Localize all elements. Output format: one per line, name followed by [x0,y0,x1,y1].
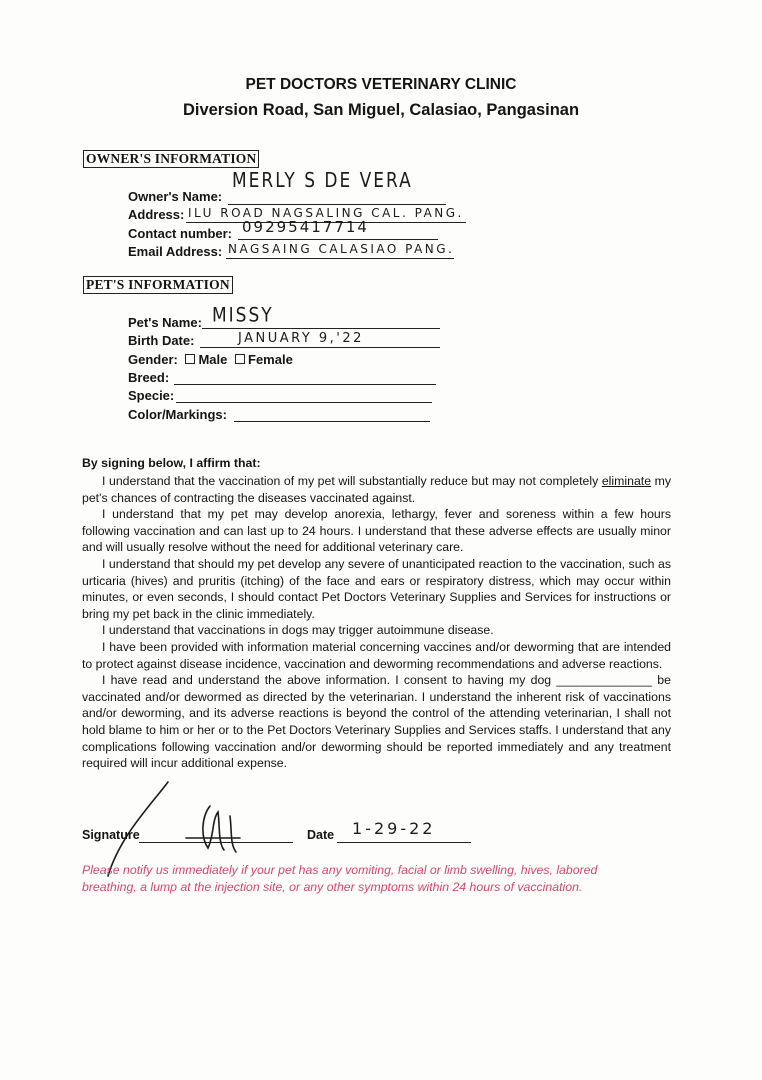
owner-name-value[interactable]: MERLY S DE VERA [232,169,413,193]
p1-text-end: my pet's chances of contracting the diseases vaccinated against. [82,474,672,505]
color-markings-line[interactable] [234,421,430,422]
owner-section-title: OWNER'S INFORMATION [83,150,259,168]
male-label: Male [198,352,228,367]
p6-text: I have read and understand the above information. I consent to having my dog [102,673,557,688]
affirmation-paragraph-2: I understand that my pet may develop anorexia, lethargy, fever and soreness within a few hours following vaccination and can last up to 24 hours. I understand that these adverse effects are usually minor and will usually resolve without the need for additional veterinary care. [82,507,671,555]
birth-date-value[interactable]: JANUARY 9,'22 [238,331,364,346]
female-label: Female [248,352,293,367]
email-address-line [226,258,454,259]
contact-number-line [238,239,438,240]
affirmation-body [82,473,671,772]
affirmation-paragraph-6 [82,672,671,772]
date-value[interactable]: 1-29-22 [352,819,436,838]
email-address-value[interactable]: NAGSAING CALASIAO PANG. [228,242,455,256]
pet-name-line [202,328,440,329]
gender-label: Gender: [128,352,178,367]
affirmation-paragraph-5: I have been provided with information material concerning vaccines and/or deworming that are intended to protect against disease incidence, vaccination and deworming recommendations and adverse reactions. [82,639,671,671]
pet-section-title: PET'S INFORMATION [83,276,233,294]
birth-date-label: Birth Date: [128,333,195,348]
p6-text-end: be vaccinated and/or dewormed as directed by the veterinarian. I understand the inherent risk of vaccinations and/or deworming, and its adverse reactions is beyond the control of the attending veterinarian, I shall not hold blame to him or her or to the Pet Doctors Veterinary Supplies and Services staffs. I understand that any complications following vaccination and/or deworming should be reported immediately and any treatment required will incur additional expense. [82,673,671,771]
p1-underlined: eliminate [601,474,652,488]
owner-name-line [228,204,446,205]
date-label: Date [307,828,335,842]
p1-text: I understand that the vaccination of my pet will substantially reduce but may not completely [102,474,602,488]
affirmation-title: By signing below, I affirm that: [82,456,261,470]
affirmation-paragraph-1 [82,473,671,506]
affirmation-paragraph-3: I understand that should my pet develop any severe of unanticipated reaction to the vaccination, such as urticaria (hives) and pruritis (itching) of the face and ears or respiratory distress, which may occur within minutes, or even seconds, I should contact Pet Doctors Veterinary Supplies and Services for instructions or bring my pet back in the clinic immediately. [82,556,671,621]
post-vaccination-notice: Please notify us immediately if your pet has any vomiting, facial or limb swelling, hives, labored breathing, a lump at the injection site, or any other symptoms within 24 hours of vaccination. [82,863,598,894]
email-address-label: Email Address: [128,244,223,259]
pet-name-value[interactable]: MISSY [212,304,274,327]
contact-number-value[interactable]: 09295417714 [242,218,369,236]
specie-label: Specie: [128,388,175,403]
affirmation-paragraph-4: I understand that vaccinations in dogs may trigger autoimmune disease. [102,623,494,638]
color-markings-label: Color/Markings: [128,407,227,422]
owner-address-label: Address: [128,207,185,222]
signature-label: Signature [82,828,140,842]
owner-name-label: Owner's Name: [128,189,223,204]
gender-row [128,351,293,369]
dog-name-blank[interactable]: ______________ [556,673,653,688]
clinic-address: Diversion Road, San Miguel, Calasiao, Pangasinan [182,101,580,119]
date-line[interactable] [337,842,471,843]
male-checkbox[interactable] [185,354,195,364]
contact-number-label: Contact number: [128,226,232,241]
birth-date-line [200,347,440,348]
owner-address-value[interactable]: ILU ROAD NAGSALING CAL. PANG. [188,206,464,220]
female-checkbox[interactable] [235,354,245,364]
breed-line[interactable] [174,384,436,385]
breed-label: Breed: [128,370,170,385]
clinic-name: PET DOCTORS VETERINARY CLINIC [245,76,517,93]
pet-name-label: Pet's Name: [128,315,202,330]
specie-line[interactable] [176,402,432,403]
